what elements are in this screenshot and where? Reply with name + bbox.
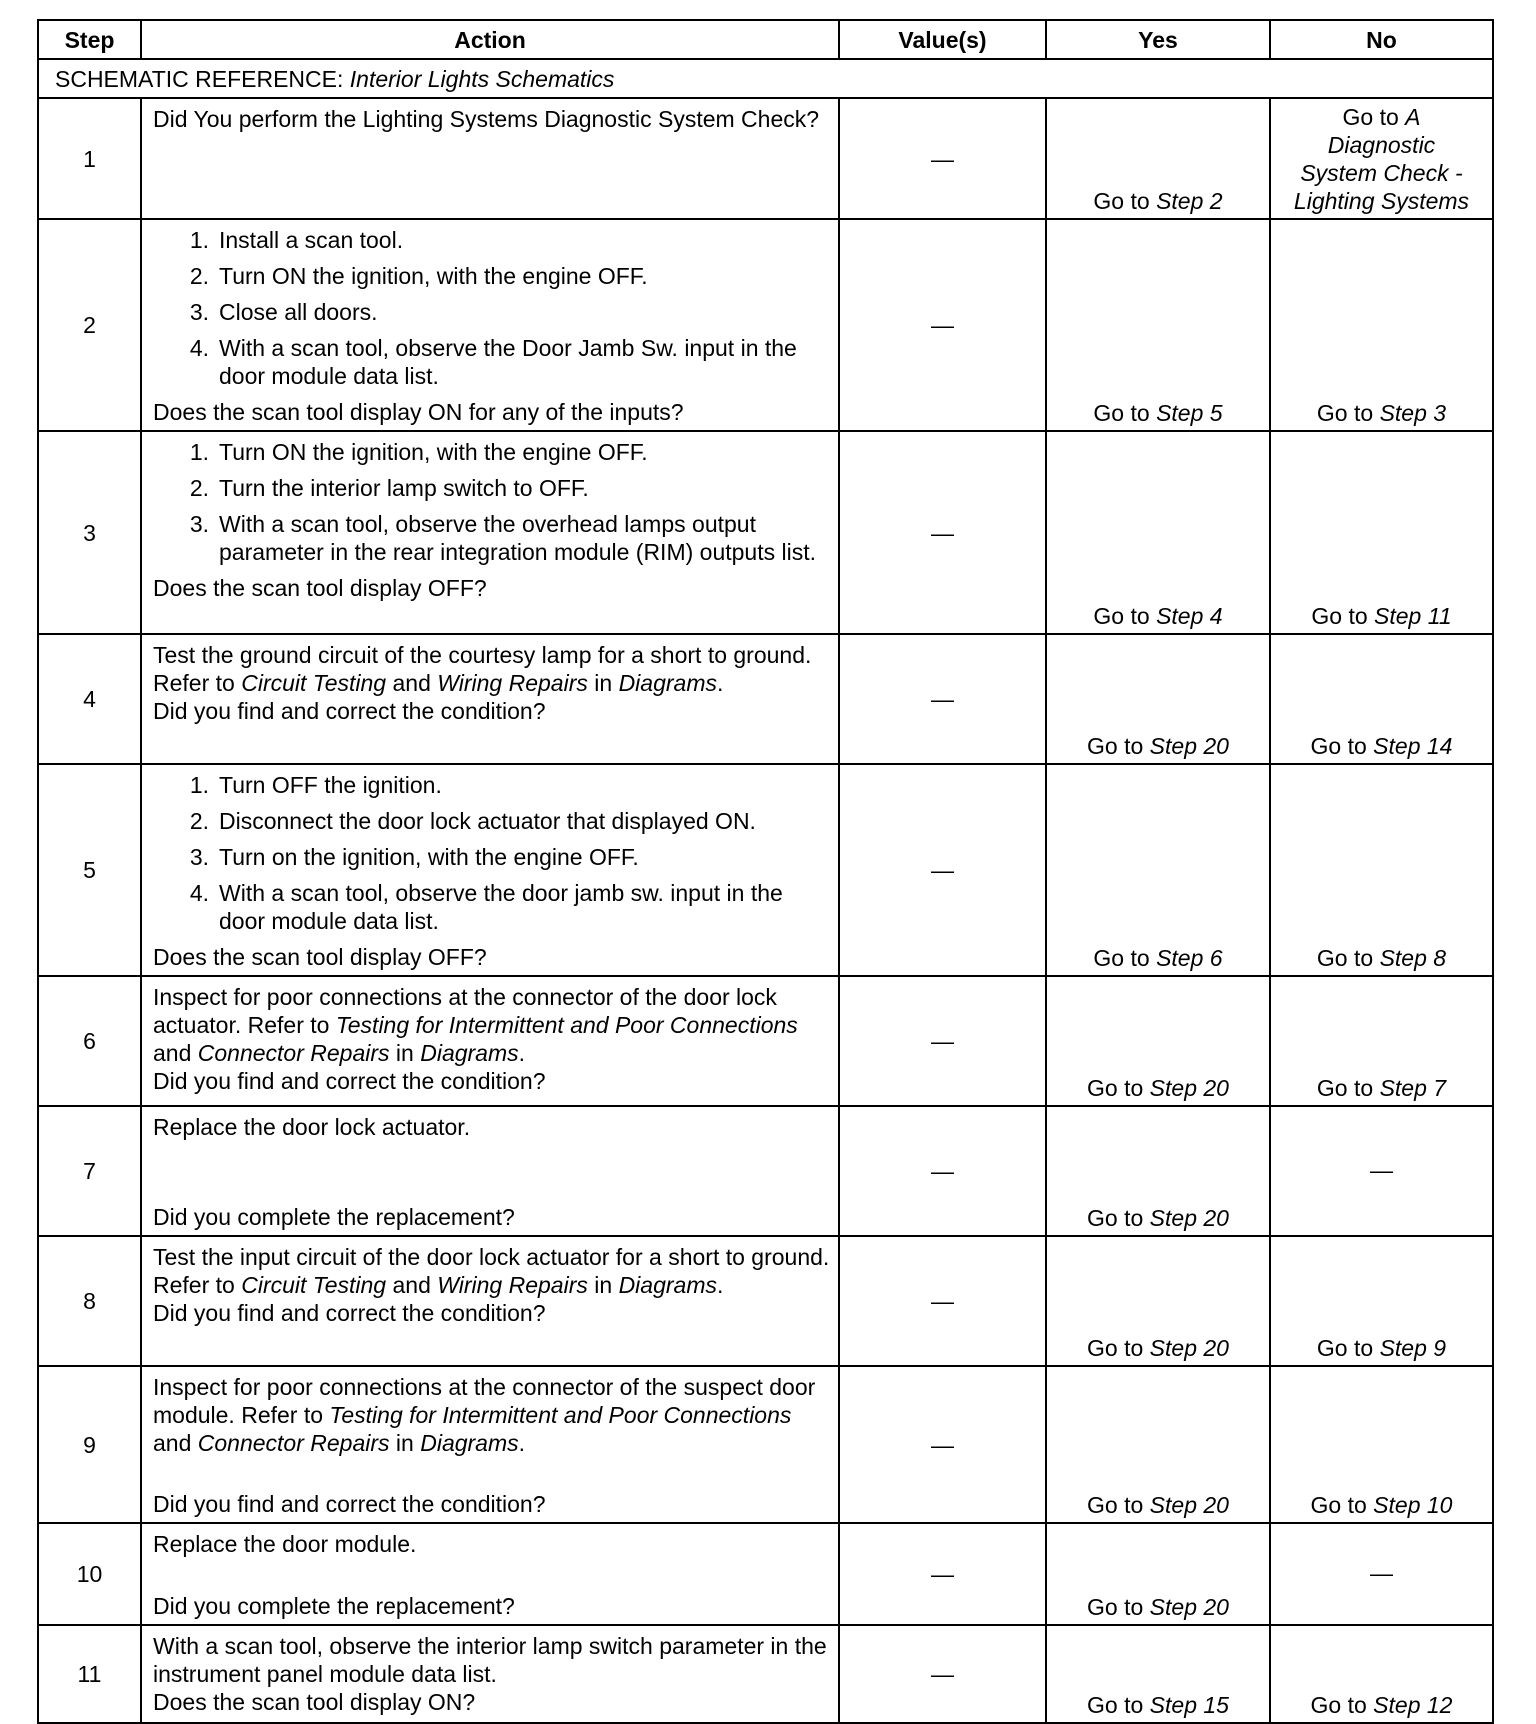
no-cell: — (1270, 1106, 1493, 1236)
list-item: 2. Turn the interior lamp switch to OFF. (189, 475, 589, 501)
no-cell: Go to Step 10 (1270, 1366, 1493, 1523)
step-number: 4 (38, 634, 141, 764)
action-text: Test the input circuit of the door lock actuator for a short to ground. Refer to Circuit Testing and Wiring Repairs in Diagrams. (153, 1244, 830, 1298)
no-cell: Go to Step 11 (1270, 431, 1493, 634)
action-steps (153, 771, 830, 943)
table-row (38, 1523, 1493, 1625)
no-step-link[interactable]: Step 9 (1379, 1335, 1447, 1361)
no-step-link[interactable]: Lighting Systems (1293, 188, 1470, 214)
action-text: Replace the door module. (153, 1531, 417, 1557)
yes-cell: Go to Step 20 (1046, 1106, 1270, 1236)
header-row (38, 20, 1493, 59)
step-number: 7 (38, 1106, 141, 1236)
value-cell: — (839, 1523, 1046, 1625)
action-cell (141, 1523, 839, 1625)
step-number: 1 (38, 98, 141, 219)
action-question: Does the scan tool display ON? (153, 1689, 476, 1715)
yes-step-link[interactable]: Step 20 (1149, 1205, 1229, 1231)
action-question: Did you find and correct the condition? (153, 1491, 546, 1517)
list-item: 1. Turn ON the ignition, with the engine OFF. (189, 439, 648, 465)
value-cell: — (839, 98, 1046, 219)
no-step-link[interactable]: Step 14 (1373, 733, 1453, 759)
no-step-link[interactable]: Step 7 (1379, 1075, 1447, 1101)
header-no: No (1270, 20, 1493, 59)
diagnostic-table (37, 19, 1494, 1724)
header-action: Action (141, 20, 839, 59)
table-row (38, 98, 1493, 219)
list-item: 4. With a scan tool, observe the Door Jamb Sw. input in the door module data list. (189, 335, 797, 389)
value-cell: — (839, 764, 1046, 976)
step-number: 8 (38, 1236, 141, 1366)
value-cell: — (839, 1236, 1046, 1366)
value-cell: — (839, 1106, 1046, 1236)
action-question: Did you find and correct the condition? (153, 698, 546, 724)
no-cell: Go to Step 12 (1270, 1625, 1493, 1723)
no-step-link[interactable]: Step 10 (1373, 1492, 1453, 1518)
goto-label: Go to (1093, 188, 1150, 214)
yes-step-link[interactable]: Step 20 (1149, 1335, 1229, 1361)
yes-cell: Go to Step 20 (1046, 1523, 1270, 1625)
step-number: 2 (38, 219, 141, 431)
yes-step-link[interactable]: Step 4 (1156, 603, 1223, 629)
yes-step-link[interactable]: Step 20 (1149, 733, 1229, 759)
table-row (38, 431, 1493, 634)
goto-label: Go to (1342, 104, 1399, 130)
step-number: 6 (38, 976, 141, 1106)
schematic-reference-label: SCHEMATIC REFERENCE: (55, 65, 344, 92)
action-cell (141, 634, 839, 764)
step-number: 10 (38, 1523, 141, 1625)
action-cell (141, 764, 839, 976)
action-cell (141, 1106, 839, 1236)
action-cell (141, 1366, 839, 1523)
schematic-reference-row (38, 59, 1493, 98)
yes-cell: Go to Step 20 (1046, 976, 1270, 1106)
schematic-reference-link[interactable]: Interior Lights Schematics (349, 65, 615, 92)
list-item: 1. Turn OFF the ignition. (189, 772, 442, 798)
step-number: 11 (38, 1625, 141, 1723)
action-cell (141, 1625, 839, 1723)
list-item: 4. With a scan tool, observe the door jamb sw. input in the door module data list. (189, 880, 783, 934)
action-question: Does the scan tool display ON for any of the inputs? (153, 399, 684, 425)
header-yes: Yes (1046, 20, 1270, 59)
no-cell: Go to Step 7 (1270, 976, 1493, 1106)
no-cell: Go to Step 9 (1270, 1236, 1493, 1366)
step-number: 3 (38, 431, 141, 634)
no-cell: Go to Step 3 (1270, 219, 1493, 431)
table-row (38, 634, 1493, 764)
yes-cell: Go to Step 15 (1046, 1625, 1270, 1723)
action-text: Inspect for poor connections at the connector of the door lock actuator. Refer to Testing for Intermittent and Poor Connections and Connector Repairs in Diagrams. (153, 984, 798, 1066)
no-cell: Go to Step 8 (1270, 764, 1493, 976)
yes-cell: Go to Step 4 (1046, 431, 1270, 634)
value-cell: — (839, 219, 1046, 431)
no-step-link[interactable]: System Check - (1300, 160, 1463, 186)
action-question: Did you find and correct the condition? (153, 1068, 546, 1094)
yes-cell (1046, 98, 1270, 219)
action-question: Did you complete the replacement? (153, 1593, 515, 1619)
yes-step-link[interactable]: Step 6 (1156, 945, 1223, 971)
yes-cell: Go to Step 20 (1046, 1236, 1270, 1366)
action-text: Replace the door lock actuator. (153, 1114, 471, 1140)
step-number: 9 (38, 1366, 141, 1523)
yes-step-link[interactable]: Step 2 (1156, 188, 1223, 214)
no-cell: Go to Step 14 (1270, 634, 1493, 764)
no-step-link[interactable]: Step 12 (1373, 1692, 1453, 1718)
yes-cell: Go to Step 20 (1046, 1366, 1270, 1523)
header-step: Step (38, 20, 141, 59)
action-cell (141, 431, 839, 634)
list-item: 2. Turn ON the ignition, with the engine OFF. (189, 263, 648, 289)
yes-cell: Go to Step 6 (1046, 764, 1270, 976)
no-step-link[interactable]: Step 11 (1374, 603, 1452, 629)
list-item: 2. Disconnect the door lock actuator that displayed ON. (189, 808, 756, 834)
schematic-reference (38, 59, 1493, 98)
header-values: Value(s) (839, 20, 1046, 59)
list-item: 1. Install a scan tool. (189, 227, 404, 253)
action-text: With a scan tool, observe the interior lamp switch parameter in the instrument panel module data list. (153, 1633, 827, 1687)
action-cell (141, 976, 839, 1106)
action-steps (153, 438, 830, 574)
value-cell: — (839, 431, 1046, 634)
action-cell (141, 1236, 839, 1366)
no-cell (1270, 98, 1493, 219)
table-row (38, 976, 1493, 1106)
no-step-link[interactable]: Step 3 (1379, 400, 1447, 426)
table-row (38, 1236, 1493, 1366)
yes-step-link[interactable]: Step 20 (1149, 1075, 1229, 1101)
yes-step-link[interactable]: Step 5 (1156, 400, 1223, 426)
yes-step-link[interactable]: Step 20 (1149, 1594, 1229, 1620)
action-question: Does the scan tool display OFF? (153, 575, 487, 601)
yes-step-link[interactable]: Step 20 (1149, 1492, 1229, 1518)
list-item: 3. Close all doors. (189, 299, 378, 325)
no-cell: — (1270, 1523, 1493, 1625)
action-cell (141, 219, 839, 431)
value-cell: — (839, 1366, 1046, 1523)
value-cell: — (839, 634, 1046, 764)
table-row (38, 764, 1493, 976)
step-number: 5 (38, 764, 141, 976)
action-text: Test the ground circuit of the courtesy lamp for a short to ground. Refer to Circuit Testing and Wiring Repairs in Diagrams. (153, 642, 812, 696)
action-cell (141, 98, 839, 219)
value-cell: — (839, 1625, 1046, 1723)
table-row (38, 1366, 1493, 1523)
yes-cell: Go to Step 5 (1046, 219, 1270, 431)
yes-step-link[interactable]: Step 15 (1149, 1692, 1229, 1718)
list-item: 3. Turn on the ignition, with the engine OFF. (189, 844, 639, 870)
action-text: Did You perform the Lighting Systems Diagnostic System Check? (153, 106, 820, 132)
table-row (38, 1106, 1493, 1236)
action-steps (153, 226, 830, 398)
action-text: Inspect for poor connections at the connector of the suspect door module. Refer to Testing for Intermittent and Poor Connections and Connector Repairs in Diagrams. (153, 1374, 816, 1456)
action-question: Did you find and correct the condition? (153, 1300, 546, 1326)
no-step-link[interactable]: Step 8 (1379, 945, 1447, 971)
no-step-link[interactable]: A (1405, 104, 1421, 130)
action-question: Did you complete the replacement? (153, 1204, 515, 1230)
no-step-link[interactable]: Diagnostic (1327, 132, 1436, 158)
value-cell: — (839, 976, 1046, 1106)
table-row (38, 219, 1493, 431)
action-question: Does the scan tool display OFF? (153, 944, 487, 970)
table-row (38, 1625, 1493, 1723)
list-item: 3. With a scan tool, observe the overhead lamps output parameter in the rear integration module (RIM) outputs list. (189, 511, 816, 565)
yes-cell: Go to Step 20 (1046, 634, 1270, 764)
